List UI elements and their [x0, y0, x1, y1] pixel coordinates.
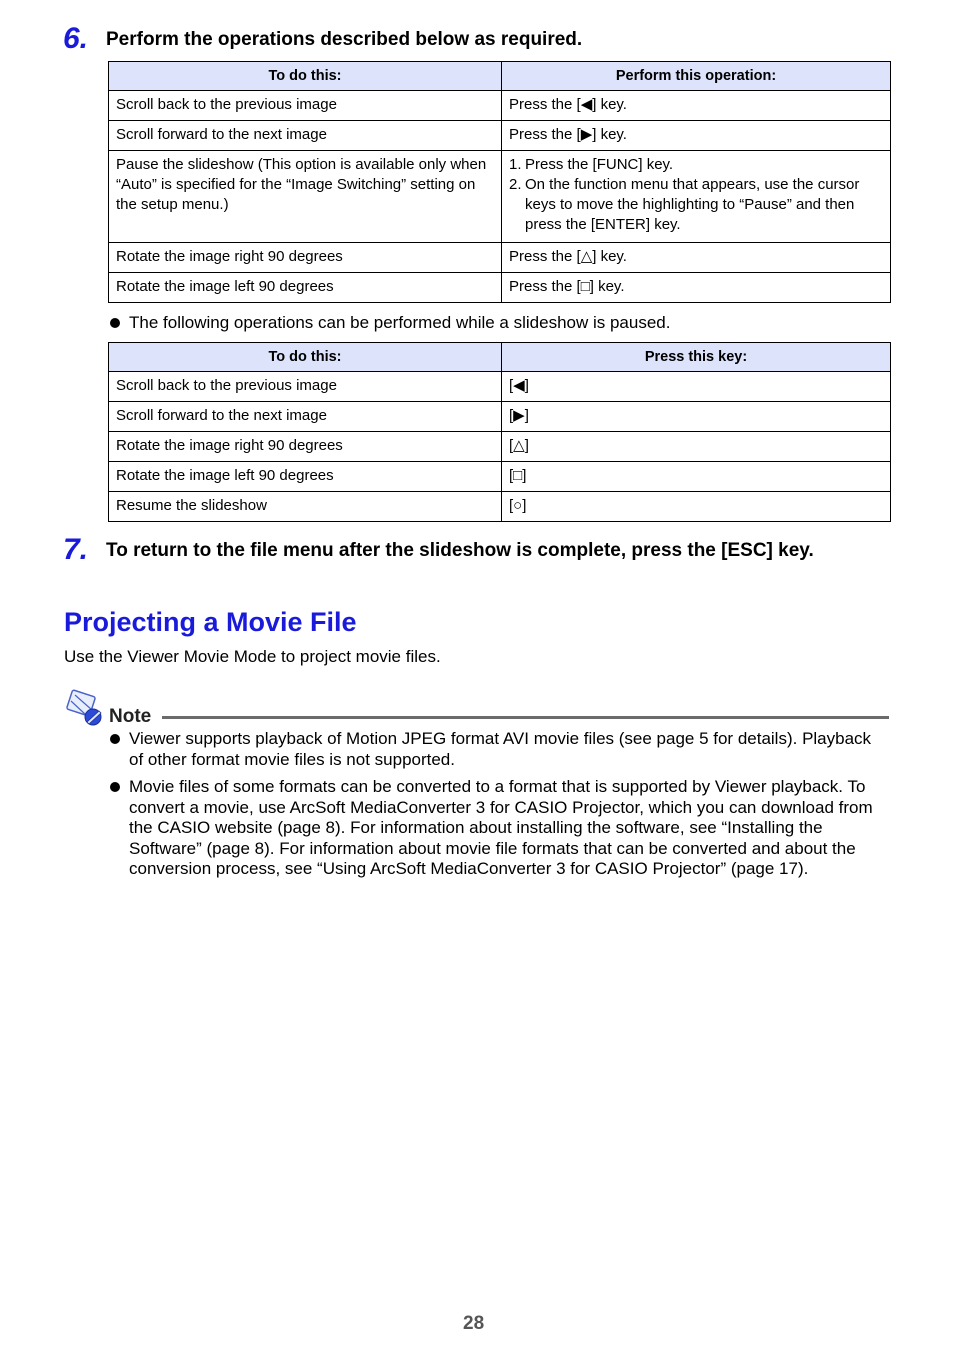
table-cell-action: Rotate the image right 90 degrees	[109, 432, 502, 462]
table-cell-operation: Press the [□] key.	[502, 273, 891, 303]
bullet-icon	[110, 782, 120, 792]
table-cell-key: [▶]	[502, 402, 891, 432]
operation-steps-list	[509, 155, 883, 235]
table-row	[109, 243, 891, 273]
table-row	[109, 372, 891, 402]
paused-operations-text: The following operations can be performed while a slideshow is paused.	[129, 313, 671, 332]
table-cell-action: Rotate the image left 90 degrees	[109, 462, 502, 492]
step-text: On the function menu that appears, use the cursor keys to move the highlighting to “Pause” and then press the [ENTER] key.	[525, 176, 860, 233]
table-cell-action: Rotate the image left 90 degrees	[109, 273, 502, 303]
table-cell-action: Scroll forward to the next image	[109, 121, 502, 151]
table-row	[109, 273, 891, 303]
table-cell-key: [◀]	[502, 372, 891, 402]
table-header-row	[109, 62, 891, 91]
table-row	[109, 91, 891, 121]
table-header-cell: Perform this operation:	[502, 62, 891, 91]
step-text: Press the [FUNC] key.	[525, 156, 674, 173]
table-row	[109, 121, 891, 151]
list-item	[509, 175, 883, 235]
table-row	[109, 462, 891, 492]
table-row	[109, 492, 891, 522]
table-cell-action: Rotate the image right 90 degrees	[109, 243, 502, 273]
table-header-cell: To do this:	[109, 62, 502, 91]
note-divider	[162, 716, 889, 719]
table-header-cell: To do this:	[109, 343, 502, 372]
note-pencil-icon	[66, 689, 106, 729]
note-bullet-1: Viewer supports playback of Motion JPEG format AVI movie files (see page 5 for details). Playback of other format movie files is not supported.	[129, 729, 872, 769]
list-item	[509, 155, 883, 175]
table-cell-action: Scroll back to the previous image	[109, 91, 502, 121]
note-label: Note	[109, 706, 152, 727]
table-row	[109, 432, 891, 462]
note-bullet-2: Movie files of some formats can be converted to a format that is supported by Viewer playback. To convert a movie, use ArcSoft MediaConverter 3 for CASIO Projector, which you can download from the CASIO website (page 8). For information about installing the software, see “Installing the Software” (page 8). For information about movie file formats that can be converted and about the conversion process, see “Using ArcSoft MediaConverter 3 for CASIO Projector” (page 17).	[129, 777, 873, 878]
table-cell-action: Scroll forward to the next image	[109, 402, 502, 432]
step-6-number: 6.	[63, 22, 89, 55]
table-cell-operation: Press the [◀] key.	[502, 91, 891, 121]
table-cell-operation: Press the [▶] key.	[502, 121, 891, 151]
table-cell-key: [○]	[502, 492, 891, 522]
table-cell-operation: Press the [△] key.	[502, 243, 891, 273]
table-cell-key: [□]	[502, 462, 891, 492]
table-cell-operation	[502, 151, 891, 243]
table-cell-key: [△]	[502, 432, 891, 462]
bullet-icon	[110, 734, 120, 744]
table-header-row	[109, 343, 891, 372]
paused-keys-table	[108, 342, 891, 522]
table-row	[109, 402, 891, 432]
table-header-cell: Press this key:	[502, 343, 891, 372]
section-title: Projecting a Movie File	[64, 607, 357, 637]
step-index: 1.	[509, 156, 522, 173]
table-row	[109, 151, 891, 243]
step-6-text: Perform the operations described below as required.	[106, 29, 583, 50]
table-cell-action: Scroll back to the previous image	[109, 372, 502, 402]
page-number: 28	[463, 1313, 485, 1334]
operations-table	[108, 61, 891, 303]
table-cell-action: Resume the slideshow	[109, 492, 502, 522]
step-7-number: 7.	[63, 533, 89, 566]
step-7-text: To return to the file menu after the slideshow is complete, press the [ESC] key.	[106, 540, 814, 561]
table-cell-action: Pause the slideshow (This option is available only when “Auto” is specified for the “Image Switching” setting on the setup menu.)	[109, 151, 502, 243]
step-index: 2.	[509, 176, 522, 193]
bullet-icon	[110, 318, 120, 328]
section-intro: Use the Viewer Movie Mode to project movie files.	[64, 647, 441, 666]
